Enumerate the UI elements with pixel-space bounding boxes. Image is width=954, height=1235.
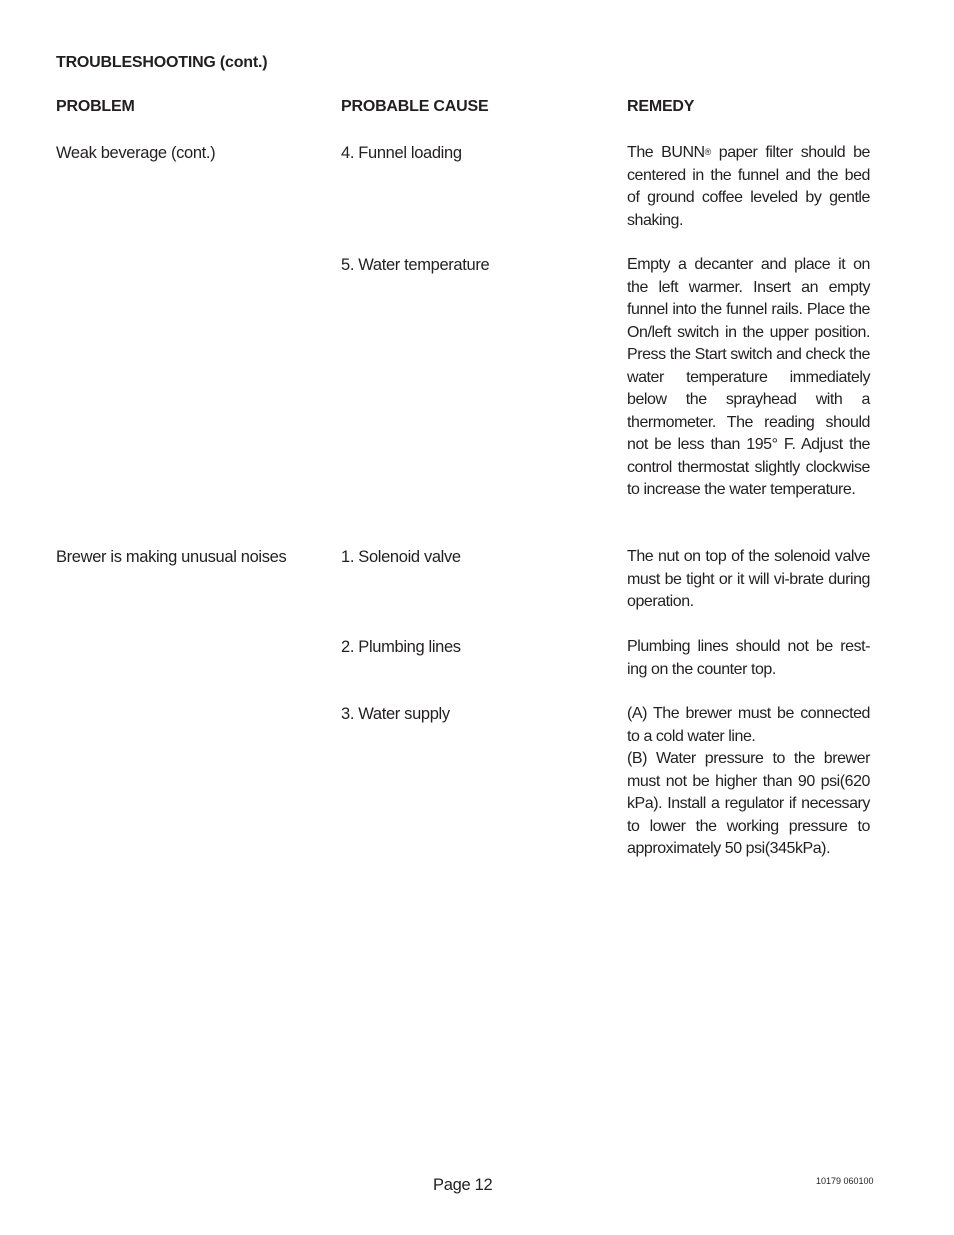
cause-text: 5. Water temperature xyxy=(341,256,490,274)
remedy-text: Plumbing lines should not be rest-ing on the counter top. xyxy=(627,638,870,678)
remedy-paragraph-a: (A) The brewer must be connected to a cold water line. xyxy=(627,705,870,745)
document-code: 10179 060100 xyxy=(816,1176,874,1186)
column-header-remedy: REMEDY xyxy=(627,98,695,115)
remedy-text xyxy=(627,703,870,861)
remedy-text xyxy=(627,142,870,232)
problem-text: Weak beverage (cont.) xyxy=(56,144,216,162)
remedy-text: The nut on top of the solenoid valve must be tight or it will vi-brate during operation. xyxy=(627,548,870,610)
problem-text: Brewer is making unusual noises xyxy=(56,548,287,566)
remedy-text-part: The BUNN xyxy=(627,144,705,161)
remedy-paragraph-b: (B) Water pressure to the brewer must not be higher than 90 psi(620 kPa). Install a regulator if necessary to lower the working pressure to approximately 50 psi(345kPa). xyxy=(627,750,870,857)
cause-text: 1. Solenoid valve xyxy=(341,548,461,566)
cause-text: 3. Water supply xyxy=(341,705,450,723)
column-header-probable-cause: PROBABLE CAUSE xyxy=(341,98,489,115)
remedy-text-part: paper filter should be centered in the funnel and the bed of ground coffee leveled by gentle shaking. xyxy=(627,144,870,229)
cause-text: 4. Funnel loading xyxy=(341,144,462,162)
column-header-problem: PROBLEM xyxy=(56,98,135,115)
cause-text: 2. Plumbing lines xyxy=(341,638,461,656)
remedy-text: Empty a decanter and place it on the left warmer. Insert an empty funnel into the funnel rails. Place the On/left switch in the upper position. Press the Start switch and check the water temperature immediately below the sprayhead with a thermometer. The reading should not be less than 195° F. Adjust the control thermostat slightly clockwise to increase the water temperature. xyxy=(627,256,870,498)
section-title: TROUBLESHOOTING (cont.) xyxy=(56,54,268,71)
page-number: Page 12 xyxy=(433,1176,493,1194)
registered-mark: ® xyxy=(704,147,711,157)
